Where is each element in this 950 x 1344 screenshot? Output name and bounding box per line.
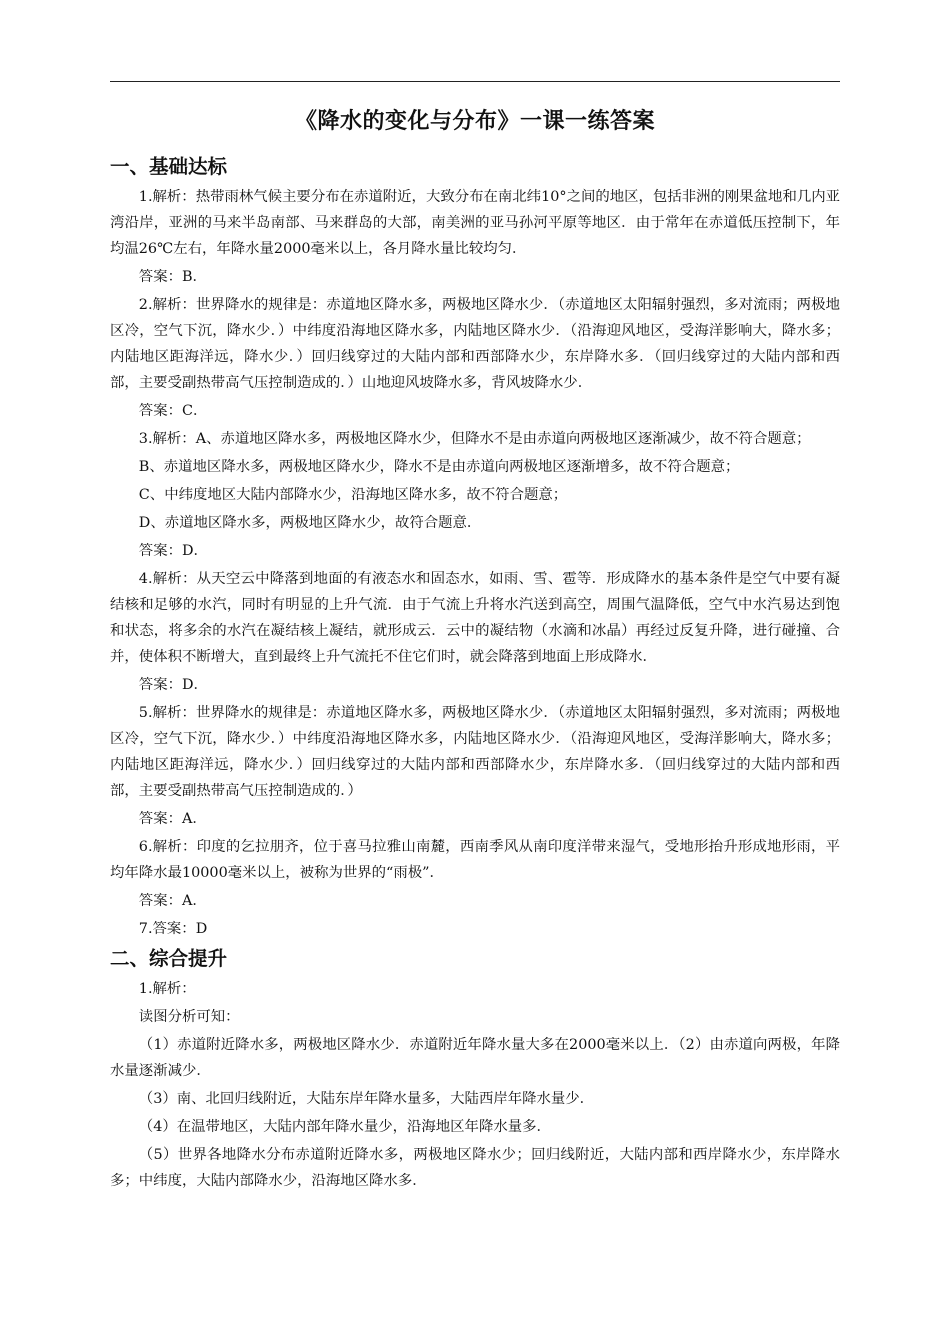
paragraph: （4）在温带地区，大陆内部年降水量少，沿海地区年降水量多． [138,1119,551,1135]
page-title: 《降水的变化与分布》一课一练答案 [294,109,655,134]
paragraph: 2.解析：世界降水的规律是：赤道地区降水多，两极地区降水少．（赤道地区太阳辐射强烈，多对流雨；两极地区冷，空气下沉，降水少．）中纬度沿海地区降水多，内陆地区降水少．（沿海迎风地区，受海洋影响大，降水多；内陆地区距海洋远，降水少．）回归线穿过的大陆内部和西部降水少，东岸降水多．（回归线穿过的大陆内部和西部，主要受副热带高气压控制造成的．）山地迎风坡降水多，背风坡降水少． [110,297,840,391]
paragraph: C、中纬度地区大陆内部降水少，沿海地区降水多，故不符合题意； [138,487,568,503]
answer-line: 7.答案：D [138,921,208,937]
paragraph: 读图分析可知： [138,1009,240,1025]
answer-line: 答案：C． [138,403,208,419]
paragraph: 1.解析：热带雨林气候主要分布在赤道附近，大致分布在南北纬10°之间的地区，包括非洲的刚果盆地和几内亚湾沿岸，亚洲的马来半岛南部、马来群岛的大部，南美洲的亚马孙河平原等地区．由于常年在赤道低压控制下，年均温26℃左右，年降水量2000毫米以上，各月降水量比较均匀． [110,189,841,257]
paragraph: B、赤道地区降水多，两极地区降水少，降水不是由赤道向两极地区逐渐增多，故不符合题意； [138,459,740,475]
paragraph: （3）南、北回归线附近，大陆东岸年降水量多，大陆西岸年降水量少． [138,1091,595,1107]
section-heading-basic: 一、基础达标 [110,155,228,178]
paragraph: D、赤道地区降水多，两极地区降水少，故符合题意． [138,515,482,531]
header-rule [110,81,840,82]
paragraph: 3.解析：A、赤道地区降水多，两极地区降水少，但降水不是由赤道向两极地区逐渐减少，故不符合题意； [138,431,811,447]
answer-line: 答案：A． [138,811,207,827]
answer-line: 答案：B． [138,269,207,285]
paragraph: （5）世界各地降水分布赤道附近降水多，两极地区降水少；回归线附近，大陆内部和西岸降水少，东岸降水多；中纬度，大陆内部降水少，沿海地区降水多． [110,1147,840,1189]
paragraph: 5.解析：世界降水的规律是：赤道地区降水多，两极地区降水少．（赤道地区太阳辐射强烈，多对流雨；两极地区冷，空气下沉，降水少．）中纬度沿海地区降水多，内陆地区降水少．（沿海迎风地区，受海洋影响大，降水多；内陆地区距海洋远，降水少．）回归线穿过的大陆内部和西部降水少，东岸降水多．（回归线穿过的大陆内部和西部，主要受副热带高气压控制造成的．） [110,705,840,799]
paragraph: 1.解析： [138,981,196,997]
answer-line: 答案：D． [138,543,208,559]
answer-line: 答案：A． [138,893,207,909]
document-body [110,150,840,1196]
section-heading-advanced: 二、综合提升 [110,947,228,970]
paragraph: 4.解析：从天空云中降落到地面的有液态水和固态水，如雨、雪、雹等．形成降水的基本条件是空气中要有凝结核和足够的水汽，同时有明显的上升气流．由于气流上升将水汽送到高空，周围气温降低，空气中水汽易达到饱和状态，将多余的水汽在凝结核上凝结，就形成云．云中的凝结物（水滴和冰晶）再经过反复升降，进行碰撞、合并，使体积不断增大，直到最终上升气流托不住它们时，就会降落到地面上形成降水． [110,571,840,665]
paragraph: （1）赤道附近降水多，两极地区降水少．赤道附近年降水量大多在2000毫米以上．（2）由赤道向两极，年降水量逐渐减少． [110,1037,840,1079]
paragraph: 6.解析：印度的乞拉朋齐，位于喜马拉雅山南麓，西南季风从南印度洋带来湿气，受地形抬升形成地形雨，平均年降水最10000毫米以上，被称为世界的“雨极”． [110,839,840,881]
answer-line: 答案：D． [138,677,208,693]
